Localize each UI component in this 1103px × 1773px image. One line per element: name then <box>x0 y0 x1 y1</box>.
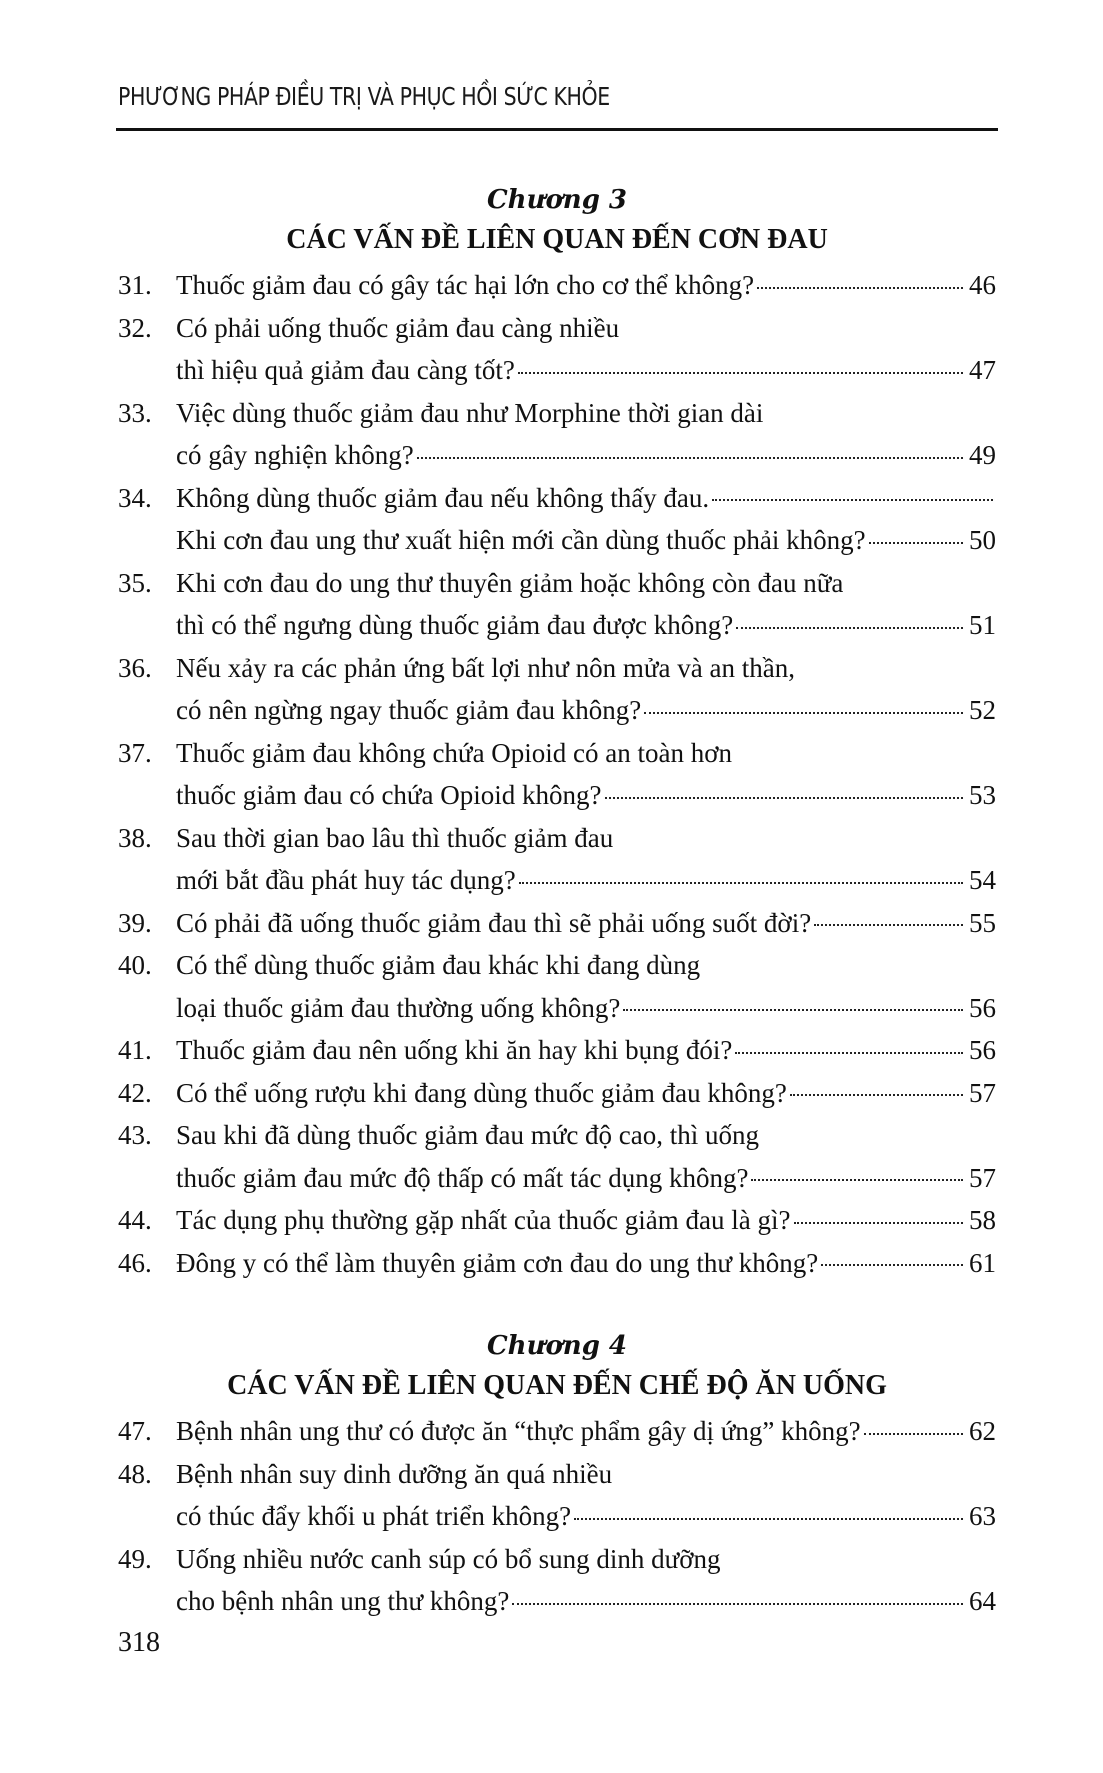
toc-entry-line <box>118 604 996 647</box>
entry-title: có nên ngừng ngay thuốc giảm đau không? <box>176 695 642 725</box>
toc-entry-line <box>118 944 996 987</box>
toc-entry[interactable] <box>118 392 996 477</box>
running-head: PHƯƠNG PHÁP ĐIỀU TRỊ VÀ PHỤC HỒI SỨC KHỎE <box>118 82 610 111</box>
toc-entry-line <box>118 349 996 392</box>
entry-number: 43. <box>118 1120 152 1150</box>
entry-page-number: 49 <box>969 440 996 470</box>
toc-entry-line <box>118 774 996 817</box>
toc-entry-line <box>118 1580 996 1623</box>
entry-title: loại thuốc giảm đau thường uống không? <box>176 992 621 1023</box>
dot-leader <box>574 1518 963 1520</box>
toc-entry[interactable] <box>118 1538 996 1623</box>
toc-entry-line <box>118 519 996 562</box>
dot-leader <box>735 1052 963 1054</box>
toc-chapter-4 <box>118 1410 996 1623</box>
entry-number: 39. <box>118 907 152 938</box>
toc-entry[interactable] <box>118 1072 996 1115</box>
toc-entry-line <box>118 477 996 520</box>
toc-entry[interactable] <box>118 477 996 562</box>
chapter-label: Chương 4 <box>486 1331 628 1361</box>
toc-entry[interactable] <box>118 944 996 1029</box>
entry-title: Sau thời gian bao lâu thì thuốc giảm đau <box>176 822 614 853</box>
toc-entry[interactable] <box>118 902 996 945</box>
toc-entry-line <box>118 562 996 605</box>
dot-leader <box>519 882 963 884</box>
toc-entry-line <box>118 647 996 690</box>
toc-entry-line <box>118 689 996 732</box>
toc-entry-line <box>118 1410 996 1453</box>
chapter-label: Chương 3 <box>486 185 628 215</box>
chapter-4-heading <box>116 1326 998 1406</box>
dot-leader <box>512 1603 963 1605</box>
entry-page-number: 53 <box>969 780 996 810</box>
dot-leader <box>790 1094 963 1096</box>
dot-leader <box>417 457 963 459</box>
toc-entry-line <box>118 1114 996 1157</box>
toc-entry-line <box>118 434 996 477</box>
entry-number: 41. <box>118 1035 152 1065</box>
toc-entry-line <box>118 1453 996 1496</box>
entry-title: Có phải uống thuốc giảm đau càng nhiều <box>176 312 620 343</box>
entry-title: có gây nghiện không? <box>176 440 414 470</box>
entry-title: cho bệnh nhân ung thư không? <box>176 1586 510 1616</box>
entry-page-number: 54 <box>969 865 996 895</box>
entry-title: Việc dùng thuốc giảm đau như Morphine thời gian dài <box>176 397 764 428</box>
page-number: 318 <box>118 1627 160 1658</box>
toc-entry-line <box>118 859 996 902</box>
entry-page-number: 50 <box>969 525 996 555</box>
entry-title: Có thể dùng thuốc giảm đau khác khi đang dùng <box>176 950 701 980</box>
toc-entry-line <box>118 732 996 775</box>
toc-entry-line <box>118 987 996 1030</box>
entry-page-number: 56 <box>969 992 996 1023</box>
entry-title: Bệnh nhân suy dinh dưỡng ăn quá nhiều <box>176 1458 613 1489</box>
chapter-title: CÁC VẤN ĐỀ LIÊN QUAN ĐẾN CHẾ ĐỘ ĂN UỐNG <box>227 1370 887 1401</box>
entry-title: Thuốc giảm đau có gây tác hại lớn cho cơ thể không? <box>176 270 755 300</box>
dot-leader <box>814 924 963 926</box>
entry-number: 37. <box>118 737 152 768</box>
entry-title: Sau khi đã dùng thuốc giảm đau mức độ cao, thì uống <box>176 1120 760 1150</box>
entry-number: 31. <box>118 270 152 300</box>
entry-title: Có phải đã uống thuốc giảm đau thì sẽ phải uống suốt đời? <box>176 907 812 938</box>
dot-leader <box>864 1433 963 1435</box>
entry-number: 36. <box>118 652 152 683</box>
toc-entry[interactable] <box>118 1410 996 1453</box>
entry-title: thì hiệu quả giảm đau càng tốt? <box>176 355 515 385</box>
dot-leader <box>751 1179 963 1181</box>
toc-entry[interactable] <box>118 1453 996 1538</box>
dot-leader <box>605 797 963 799</box>
entry-title: mới bắt đầu phát huy tác dụng? <box>176 865 516 895</box>
toc-entry[interactable] <box>118 1242 996 1285</box>
entry-title: Nếu xảy ra các phản ứng bất lợi như nôn mửa và an thần, <box>176 652 795 683</box>
toc-entry-line <box>118 1242 996 1285</box>
toc-entry-line <box>118 1538 996 1581</box>
dot-leader <box>736 627 963 629</box>
entry-number: 35. <box>118 567 152 598</box>
toc-entry-line <box>118 264 996 307</box>
toc-chapter-3 <box>118 264 996 1284</box>
entry-title: Có thể uống rượu khi đang dùng thuốc giảm đau không? <box>176 1077 787 1108</box>
dot-leader <box>623 1009 963 1011</box>
entry-number: 34. <box>118 482 152 513</box>
entry-page-number: 57 <box>969 1162 996 1193</box>
toc-entry[interactable] <box>118 647 996 732</box>
toc-entry-line <box>118 817 996 860</box>
entry-page-number: 61 <box>969 1247 996 1278</box>
toc-entry[interactable] <box>118 1114 996 1199</box>
entry-page-number: 57 <box>969 1077 996 1108</box>
entry-title: Bệnh nhân ung thư có được ăn “thực phẩm gây dị ứng” không? <box>176 1416 861 1446</box>
dot-leader <box>794 1222 964 1224</box>
entry-title: Tác dụng phụ thường gặp nhất của thuốc giảm đau là gì? <box>176 1205 791 1235</box>
toc-entry-line <box>118 1029 996 1072</box>
chapter-3-heading <box>116 180 998 260</box>
entry-title: Đông y có thể làm thuyên giảm cơn đau do ung thư không? <box>176 1247 819 1278</box>
entry-number: 32. <box>118 312 152 343</box>
entry-number: 47. <box>118 1416 152 1446</box>
entry-title: thuốc giảm đau mức độ thấp có mất tác dụng không? <box>176 1162 749 1193</box>
dot-leader <box>821 1264 963 1266</box>
entry-page-number: 55 <box>969 907 996 938</box>
dot-leader <box>869 542 963 544</box>
entry-page-number: 51 <box>969 610 996 640</box>
toc-entry-line <box>118 1157 996 1200</box>
header-rule <box>116 128 998 131</box>
entry-page-number: 62 <box>969 1416 996 1446</box>
entry-number: 44. <box>118 1205 152 1235</box>
entry-number: 40. <box>118 950 152 980</box>
entry-number: 33. <box>118 397 152 428</box>
toc-entry-line <box>118 1495 996 1538</box>
entry-number: 49. <box>118 1543 152 1574</box>
entry-title: Không dùng thuốc giảm đau nếu không thấy đau. <box>176 482 710 513</box>
entry-number: 48. <box>118 1458 152 1489</box>
entry-title: Khi cơn đau do ung thư thuyên giảm hoặc không còn đau nữa <box>176 567 844 598</box>
dot-leader <box>757 287 963 289</box>
entry-title: thì có thể ngưng dùng thuốc giảm đau được không? <box>176 610 734 640</box>
entry-page-number: 64 <box>969 1586 996 1616</box>
toc-entry[interactable] <box>118 1199 996 1242</box>
toc-entry-line <box>118 1199 996 1242</box>
toc-entry-line <box>118 902 996 945</box>
entry-page-number: 52 <box>969 695 996 725</box>
toc-entry[interactable] <box>118 1029 996 1072</box>
toc-entry[interactable] <box>118 817 996 902</box>
entry-title: Khi cơn đau ung thư xuất hiện mới cần dùng thuốc phải không? <box>176 525 866 555</box>
toc-entry-line <box>118 1072 996 1115</box>
entry-page-number: 56 <box>969 1035 996 1065</box>
entry-number: 38. <box>118 822 152 853</box>
toc-entry[interactable] <box>118 562 996 647</box>
entry-title: Thuốc giảm đau không chứa Opioid có an toàn hơn <box>176 737 733 768</box>
entry-number: 42. <box>118 1077 152 1108</box>
toc-entry-line <box>118 307 996 350</box>
toc-entry[interactable] <box>118 732 996 817</box>
entry-title: thuốc giảm đau có chứa Opioid không? <box>176 780 602 810</box>
entry-title: Thuốc giảm đau nên uống khi ăn hay khi bụng đói? <box>176 1035 733 1065</box>
toc-entry[interactable] <box>118 307 996 392</box>
toc-entry[interactable] <box>118 264 996 307</box>
entry-page-number: 47 <box>969 355 996 385</box>
toc-entry-line <box>118 392 996 435</box>
dot-leader <box>712 499 993 501</box>
entry-title: Uống nhiều nước canh súp có bổ sung dinh dưỡng <box>176 1543 721 1574</box>
chapter-title: CÁC VẤN ĐỀ LIÊN QUAN ĐẾN CƠN ĐAU <box>286 224 828 255</box>
entry-title: có thúc đẩy khối u phát triển không? <box>176 1501 572 1531</box>
dot-leader <box>644 712 963 714</box>
entry-page-number: 46 <box>969 270 996 300</box>
dot-leader <box>518 372 963 374</box>
entry-page-number: 63 <box>969 1501 996 1531</box>
entry-page-number: 58 <box>969 1205 996 1235</box>
entry-number: 46. <box>118 1247 152 1278</box>
